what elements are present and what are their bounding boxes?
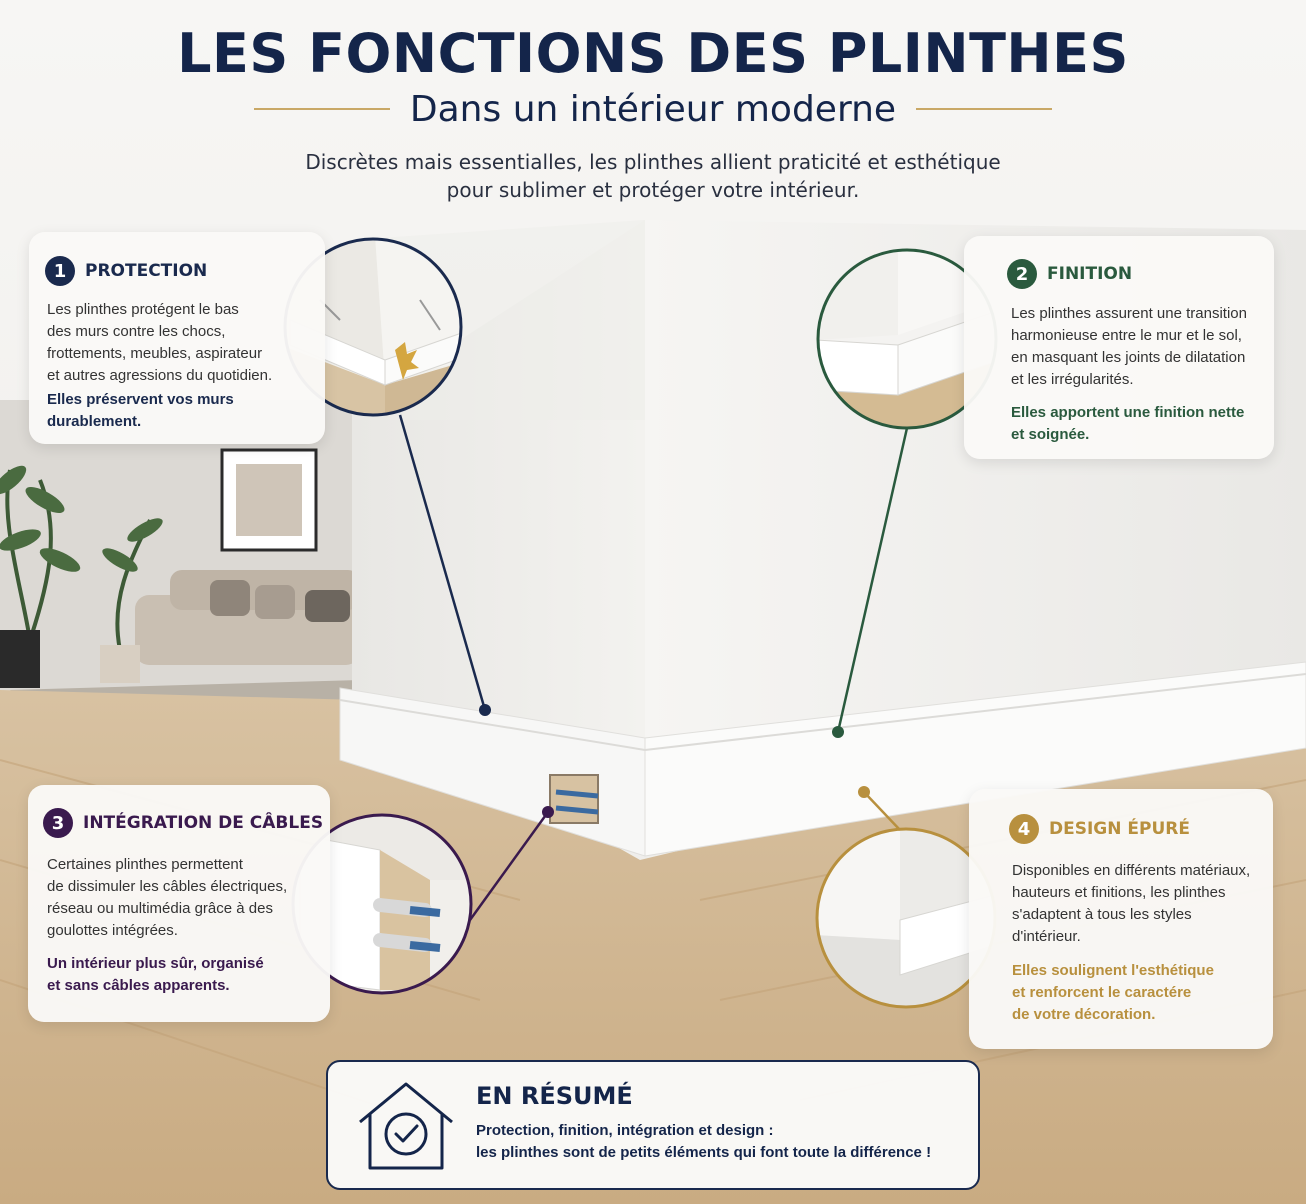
card-cables: [28, 785, 330, 1022]
summary-box: [326, 1060, 980, 1190]
text-line: Les plinthes protégent le bas: [47, 301, 239, 318]
highlight-line: Elles apportent une finition nette: [1011, 404, 1245, 421]
text-line: Disponibles en différents matériaux,: [1012, 862, 1251, 879]
card-protection: [29, 232, 325, 444]
text-line: et les irrégularités.: [1011, 371, 1134, 388]
summary-title: EN RÉSUMÉ: [476, 1082, 633, 1110]
text-line: hauteurs et finitions, les plinthes: [1012, 884, 1226, 901]
card-title: PROTECTION: [85, 261, 208, 281]
highlight-line: et renforcent le caractére: [1012, 984, 1192, 1001]
card-title: DESIGN ÉPURÉ: [1049, 819, 1190, 839]
page-subtitle: Dans un intérieur moderne: [409, 88, 897, 130]
text-line: harmonieuse entre le mur et le sol,: [1011, 327, 1242, 344]
badge-4: 4: [1009, 814, 1039, 844]
text-line: frottements, meubles, aspirateur: [47, 345, 263, 362]
text-line: Les plinthes assurent une transition: [1011, 305, 1247, 322]
card-description: [47, 854, 287, 942]
divider-left: [254, 108, 390, 110]
page-title: LES FONCTIONS DES PLINTHES: [177, 22, 1129, 85]
summary-line-1: Protection, finition, intégration et design :: [476, 1122, 774, 1139]
highlight-line: Un intérieur plus sûr, organisé: [47, 955, 264, 972]
house-check-icon: [356, 1080, 456, 1176]
card-design: [969, 789, 1273, 1049]
card-description: [47, 299, 272, 387]
text-line: d'intérieur.: [1012, 928, 1081, 945]
card-finition: [964, 236, 1274, 459]
highlight-line: de votre décoration.: [1012, 1006, 1156, 1023]
text-line: Certaines plinthes permettent: [47, 856, 243, 873]
text-line: des murs contre les chocs,: [47, 323, 226, 340]
card-description: [1011, 303, 1247, 391]
summary-line-2: les plinthes sont de petits éléments qui font toute la différence !: [476, 1144, 932, 1161]
text-line: en masquant les joints de dilatation: [1011, 349, 1246, 366]
card-highlight: [47, 389, 234, 433]
text-line: et autres agressions du quotidien.: [47, 367, 273, 384]
text-line: réseau ou multimédia grâce à des: [47, 900, 273, 917]
subtitle-row: [0, 84, 1306, 134]
badge-1: 1: [45, 256, 75, 286]
highlight-line: et sans câbles apparents.: [47, 977, 230, 994]
card-highlight: [47, 953, 264, 997]
highlight-line: durablement.: [47, 413, 142, 430]
card-highlight: [1012, 960, 1214, 1026]
text-line: goulottes intégrées.: [47, 922, 178, 939]
highlight-line: Elles soulignent l'esthétique: [1012, 962, 1214, 979]
intro-line-2: pour sublimer et protéger votre intérieur.: [446, 178, 860, 202]
text-line: s'adaptent à tous les styles: [1012, 906, 1192, 923]
divider-right: [916, 108, 1052, 110]
badge-3: 3: [43, 808, 73, 838]
card-highlight: [1011, 402, 1244, 446]
highlight-line: Elles préservent vos murs: [47, 391, 234, 408]
text-line: de dissimuler les câbles électriques,: [47, 878, 288, 895]
card-title: FINITION: [1047, 264, 1133, 284]
card-description: [1012, 860, 1250, 948]
highlight-line: et soignée.: [1011, 426, 1090, 443]
card-title: INTÉGRATION DE CÂBLES: [83, 813, 324, 833]
intro-text: [253, 148, 1053, 204]
intro-line-1: Discrètes mais essentialles, les plinthes allient praticité et esthétique: [305, 150, 1001, 174]
badge-2: 2: [1007, 259, 1037, 289]
